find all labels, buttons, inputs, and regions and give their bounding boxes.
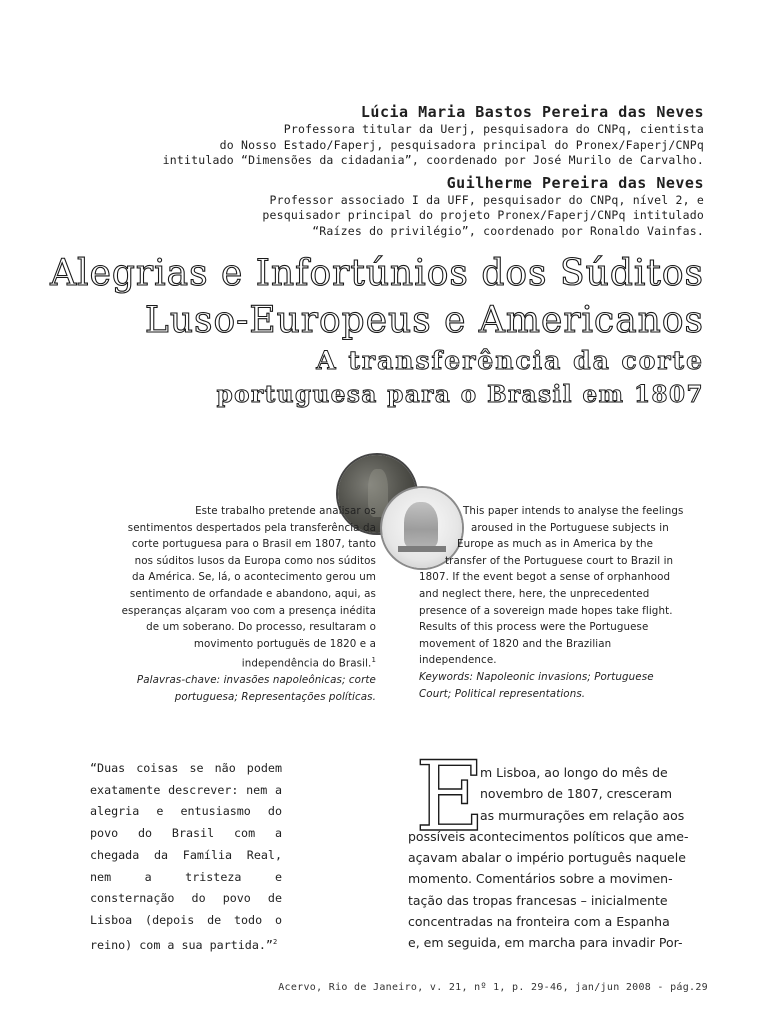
subtitle-line-2: portuguesa para o Brasil em 1807 xyxy=(216,381,704,408)
drop-cap: E xyxy=(415,741,486,853)
abstract-line: nos súditos lusos da Europa como nos súditos xyxy=(134,554,376,567)
abstract-line: sentimentos despertados pela transferência da xyxy=(127,521,376,534)
body-line: possíveis acontecimentos políticos que ame- xyxy=(408,828,689,844)
author-affiliation-line: Professora titular da Uerj, pesquisadora do CNPq, cientista xyxy=(283,122,704,136)
keywords-line: Palavras-chave: invasões napoleônicas; corte xyxy=(136,674,376,687)
author-affiliation-line: Professor associado I da UFF, pesquisador do CNPq, nível 2, e xyxy=(269,192,704,207)
abstract-line: de um soberano. Do processo, resultaram o xyxy=(146,621,376,634)
abstract-line: independência do Brasil. xyxy=(241,657,372,670)
abstract-line: movimento portuguës de 1820 e a xyxy=(193,637,376,650)
footnote-mark[interactable]: 2 xyxy=(272,937,278,946)
abstract-line: corte portuguesa para o Brasil em 1807, tanto xyxy=(131,538,376,551)
body-paragraph xyxy=(408,762,706,954)
page-footer: Acervo, Rio de Janeiro, v. 21, nº 1, p. 29-46, jan/jun 2008 - pág.29 xyxy=(278,982,708,993)
author-block-2 xyxy=(84,173,704,240)
abstract-line: transfer of the Portuguese court to Brazil in xyxy=(445,554,674,567)
abstract-line: and neglect there, here, the unprecedented xyxy=(419,587,650,600)
abstract-line: sentimento de orfandade e abandono, aqui, as xyxy=(129,587,376,600)
keywords-line: Court; Political representations. xyxy=(419,687,586,700)
epigraph-text: “Duas coisas se não podem exatamente descrever: nem a alegria e entusiasmo do povo do Brasil com a chegada da Família Real, nem a tristeza e consternação do povo de Lisboa (depois de todo o reino) com a sua partida.” xyxy=(90,761,282,952)
abstract-line: independence. xyxy=(419,654,497,667)
author-block-1 xyxy=(84,102,704,169)
abstract-line: esperanças alçaram voo com a presença inédita xyxy=(121,604,376,617)
body-line: momento. Comentários sobre a movimen- xyxy=(408,871,673,887)
abstract-english xyxy=(419,503,709,702)
abstract-line: Este trabalho pretende analisar os xyxy=(195,505,376,517)
keywords-line: portuguesa; Representações políticas. xyxy=(174,690,376,703)
body-line: concentradas na fronteira com a Espanha xyxy=(408,914,670,930)
epigraph-quote xyxy=(90,758,282,956)
body-line: e, em seguida, em marcha para invadir Por- xyxy=(408,935,683,951)
author-affiliation-line: pesquisador principal do projeto Pronex/Faperj/CNPq intitulado xyxy=(262,208,704,222)
abstract-line: movement of 1820 and the Brazilian xyxy=(419,637,612,650)
author-affiliation-line: do Nosso Estado/Faperj, pesquisadora principal do Pronex/Faperj/CNPq xyxy=(219,137,704,152)
title-line-2: Luso-Europeus e Americanos xyxy=(144,300,704,341)
body-line: novembro de 1807, cresceram xyxy=(480,786,673,802)
abstract-line-last xyxy=(76,652,376,672)
author-affiliation-line: intitulado “Dimensões da cidadania”, coordenado por José Murilo de Carvalho. xyxy=(162,153,704,167)
subtitle-line-1: A transferência da corte xyxy=(316,346,704,375)
author-name: Lúcia Maria Bastos Pereira das Neves xyxy=(360,103,704,121)
abstract-line: 1807. If the event begot a sense of orphanhood xyxy=(419,571,671,584)
abstract-line: aroused in the Portuguese subjects in xyxy=(471,521,669,534)
abstract-line: da América. Se, lá, o acontecimento gerou um xyxy=(132,571,376,584)
keywords-line: Keywords: Napoleonic invasions; Portuguese xyxy=(419,670,654,683)
article-subtitle xyxy=(84,344,704,411)
abstract-portuguese xyxy=(76,503,376,706)
abstract-line: Europe as much as in America by the xyxy=(457,538,654,551)
body-line: as murmurações em relação aos xyxy=(480,807,685,823)
body-line: tação das tropas francesas – inicialmente xyxy=(408,892,668,908)
title-line-1: Alegrias e Infortúnios dos Súditos xyxy=(50,253,704,294)
abstract-line: presence of a sovereign made hopes take flight. xyxy=(419,604,673,617)
author-info xyxy=(84,102,704,243)
footnote-mark[interactable]: 1 xyxy=(371,656,376,665)
author-name: Guilherme Pereira das Neves xyxy=(446,173,704,192)
author-affiliation-line: “Raízes do privilégio”, coordenado por Ronaldo Vainfas. xyxy=(312,223,704,238)
body-line: m Lisboa, ao longo do mês de xyxy=(480,765,668,780)
article-title xyxy=(44,250,704,344)
abstract-line: Results of this process were the Portuguese xyxy=(419,621,649,634)
abstract-line: This paper intends to analyse the feelings xyxy=(463,505,684,517)
body-line: açavam abalar o império português naquele xyxy=(408,850,686,866)
